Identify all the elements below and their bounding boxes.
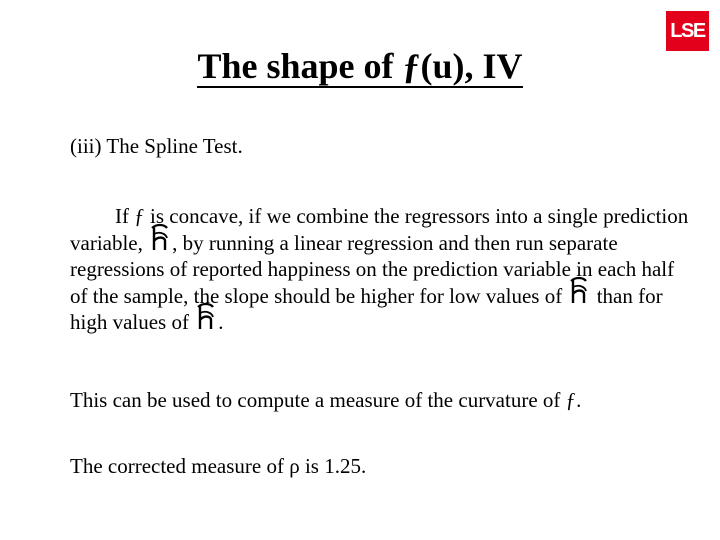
spline-test-heading: (iii) The Spline Test. [70,134,243,158]
slide-title-text: The shape of ƒ(u), IV [197,46,523,86]
paragraph-seg3: than for high values of [70,283,663,334]
paragraph-seg2: , by running a linear regression and then run separate regressions of reported happiness on the prediction variable in each half of the sample, the slope should be higher for low values of [70,230,675,308]
corrected-measure-paragraph: The corrected measure of ρ is 1.25. [70,454,367,478]
paragraph-seg1: If ƒ is concave, if we combine the regressors into a single prediction variable, [70,204,689,255]
curvature-paragraph: This can be used to compute a measure of the curvature of ƒ. [70,388,582,412]
y-hat-symbol [194,309,218,331]
y-hat-symbol [567,283,591,305]
spline-test-paragraph [70,203,690,336]
logo-text: LSE [670,19,705,42]
paragraph-seg4: . [218,310,224,334]
slide-title [0,44,720,88]
y-hat-symbol [148,230,172,252]
